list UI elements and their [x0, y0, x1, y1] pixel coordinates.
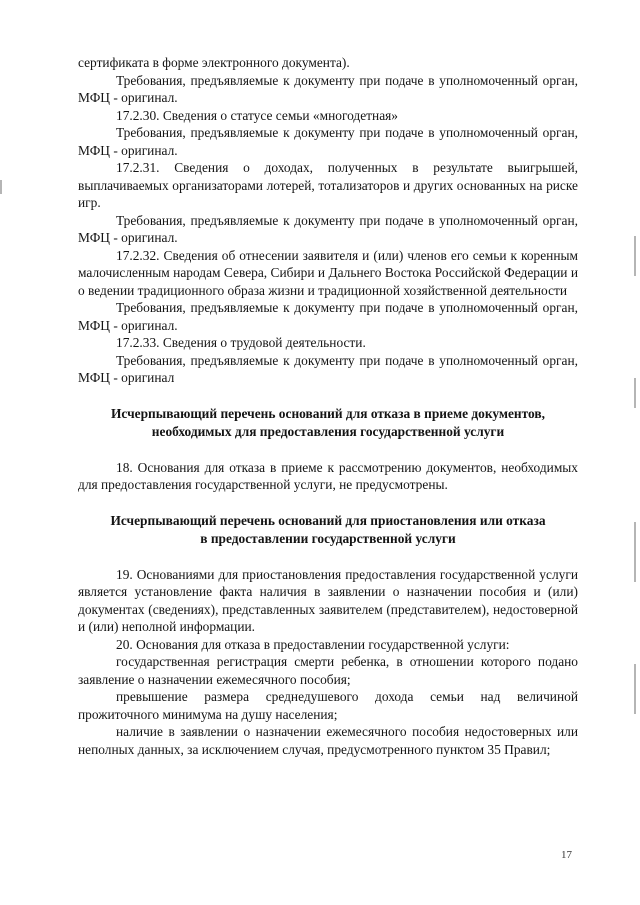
scan-edge-mark — [634, 664, 636, 714]
paragraph: Требования, предъявляемые к документу при подаче в уполномоченный орган, МФЦ - оригинал. — [78, 212, 578, 245]
paragraph: 17.2.31. Сведения о доходах, полученных в результате выигрышей, выплачиваемых организаторами лотерей, тотализаторов и других основанных на риске игр. — [78, 160, 578, 210]
paragraph: Требования, предъявляемые к документу при подаче в уполномоченный орган, МФЦ - оригинал. — [78, 125, 578, 158]
paragraph: сертификата в форме электронного документа). — [78, 55, 350, 70]
scan-edge-mark — [634, 522, 636, 582]
paragraph: 17.2.33. Сведения о трудовой деятельности. — [116, 335, 366, 350]
spacer — [78, 548, 578, 566]
section-heading: Исчерпывающий перечень оснований для отказа в приеме документов, необходимых для предоставления государственной услуги — [111, 405, 545, 439]
document-page — [78, 54, 578, 758]
scan-edge-mark — [634, 236, 636, 276]
section-grounds — [78, 566, 578, 759]
paragraph: 17.2.32. Сведения об отнесении заявителя и (или) членов его семьи к коренным малочисленным народам Севера, Сибири и Дальнего Востока Российской Федерации и о ведении традиционного образа жизни и традиционной хозяйственной деятельности — [78, 247, 578, 298]
section-heading: Исчерпывающий перечень оснований для приостановления или отказа в предоставлении государственной услуги — [110, 512, 546, 546]
paragraph: Требования, предъявляемые к документу при подаче в уполномоченный орган, МФЦ - оригинал. — [78, 300, 578, 333]
scan-edge-mark — [634, 378, 636, 408]
paragraph: государственная регистрация смерти ребенка, в отношении которого подано заявление о назначении ежемесячного пособия; — [78, 654, 578, 687]
scan-edge-mark — [0, 180, 2, 194]
spacer — [78, 387, 578, 405]
paragraph: превышение размера среднедушевого дохода семьи над величиной прожиточного минимума на душу населения; — [78, 689, 578, 722]
paragraph: 20. Основания для отказа в предоставлении государственной услуги: — [116, 636, 510, 652]
paragraph: 18. Основания для отказа в приеме к рассмотрению документов, необходимых для предоставления государственной услуги, не предусмотрены. — [78, 459, 578, 492]
spacer — [78, 441, 578, 459]
page-number: 17 — [561, 849, 572, 861]
paragraph: Требования, предъявляемые к документу при подаче в уполномоченный орган, МФЦ - оригинал — [78, 352, 578, 385]
paragraph: Требования, предъявляемые к документу при подаче в уполномоченный орган, МФЦ - оригинал. — [78, 72, 578, 105]
paragraph: 19. Основаниями для приостановления предоставления государственной услуги является установление факта наличия в заявлении о назначении пособия и (или) документах (сведениях), представленных заявителем (представителем), недостоверной и (или) неполной информации. — [78, 566, 578, 634]
section-top-requirements — [78, 54, 578, 387]
paragraph: наличие в заявлении о назначении ежемесячного пособия недостоверных или неполных данных, за исключением случая, предусмотренного пунктом 35 Правил; — [78, 724, 578, 757]
spacer — [78, 494, 578, 512]
paragraph: 17.2.30. Сведения о статусе семьи «многодетная» — [116, 107, 398, 123]
